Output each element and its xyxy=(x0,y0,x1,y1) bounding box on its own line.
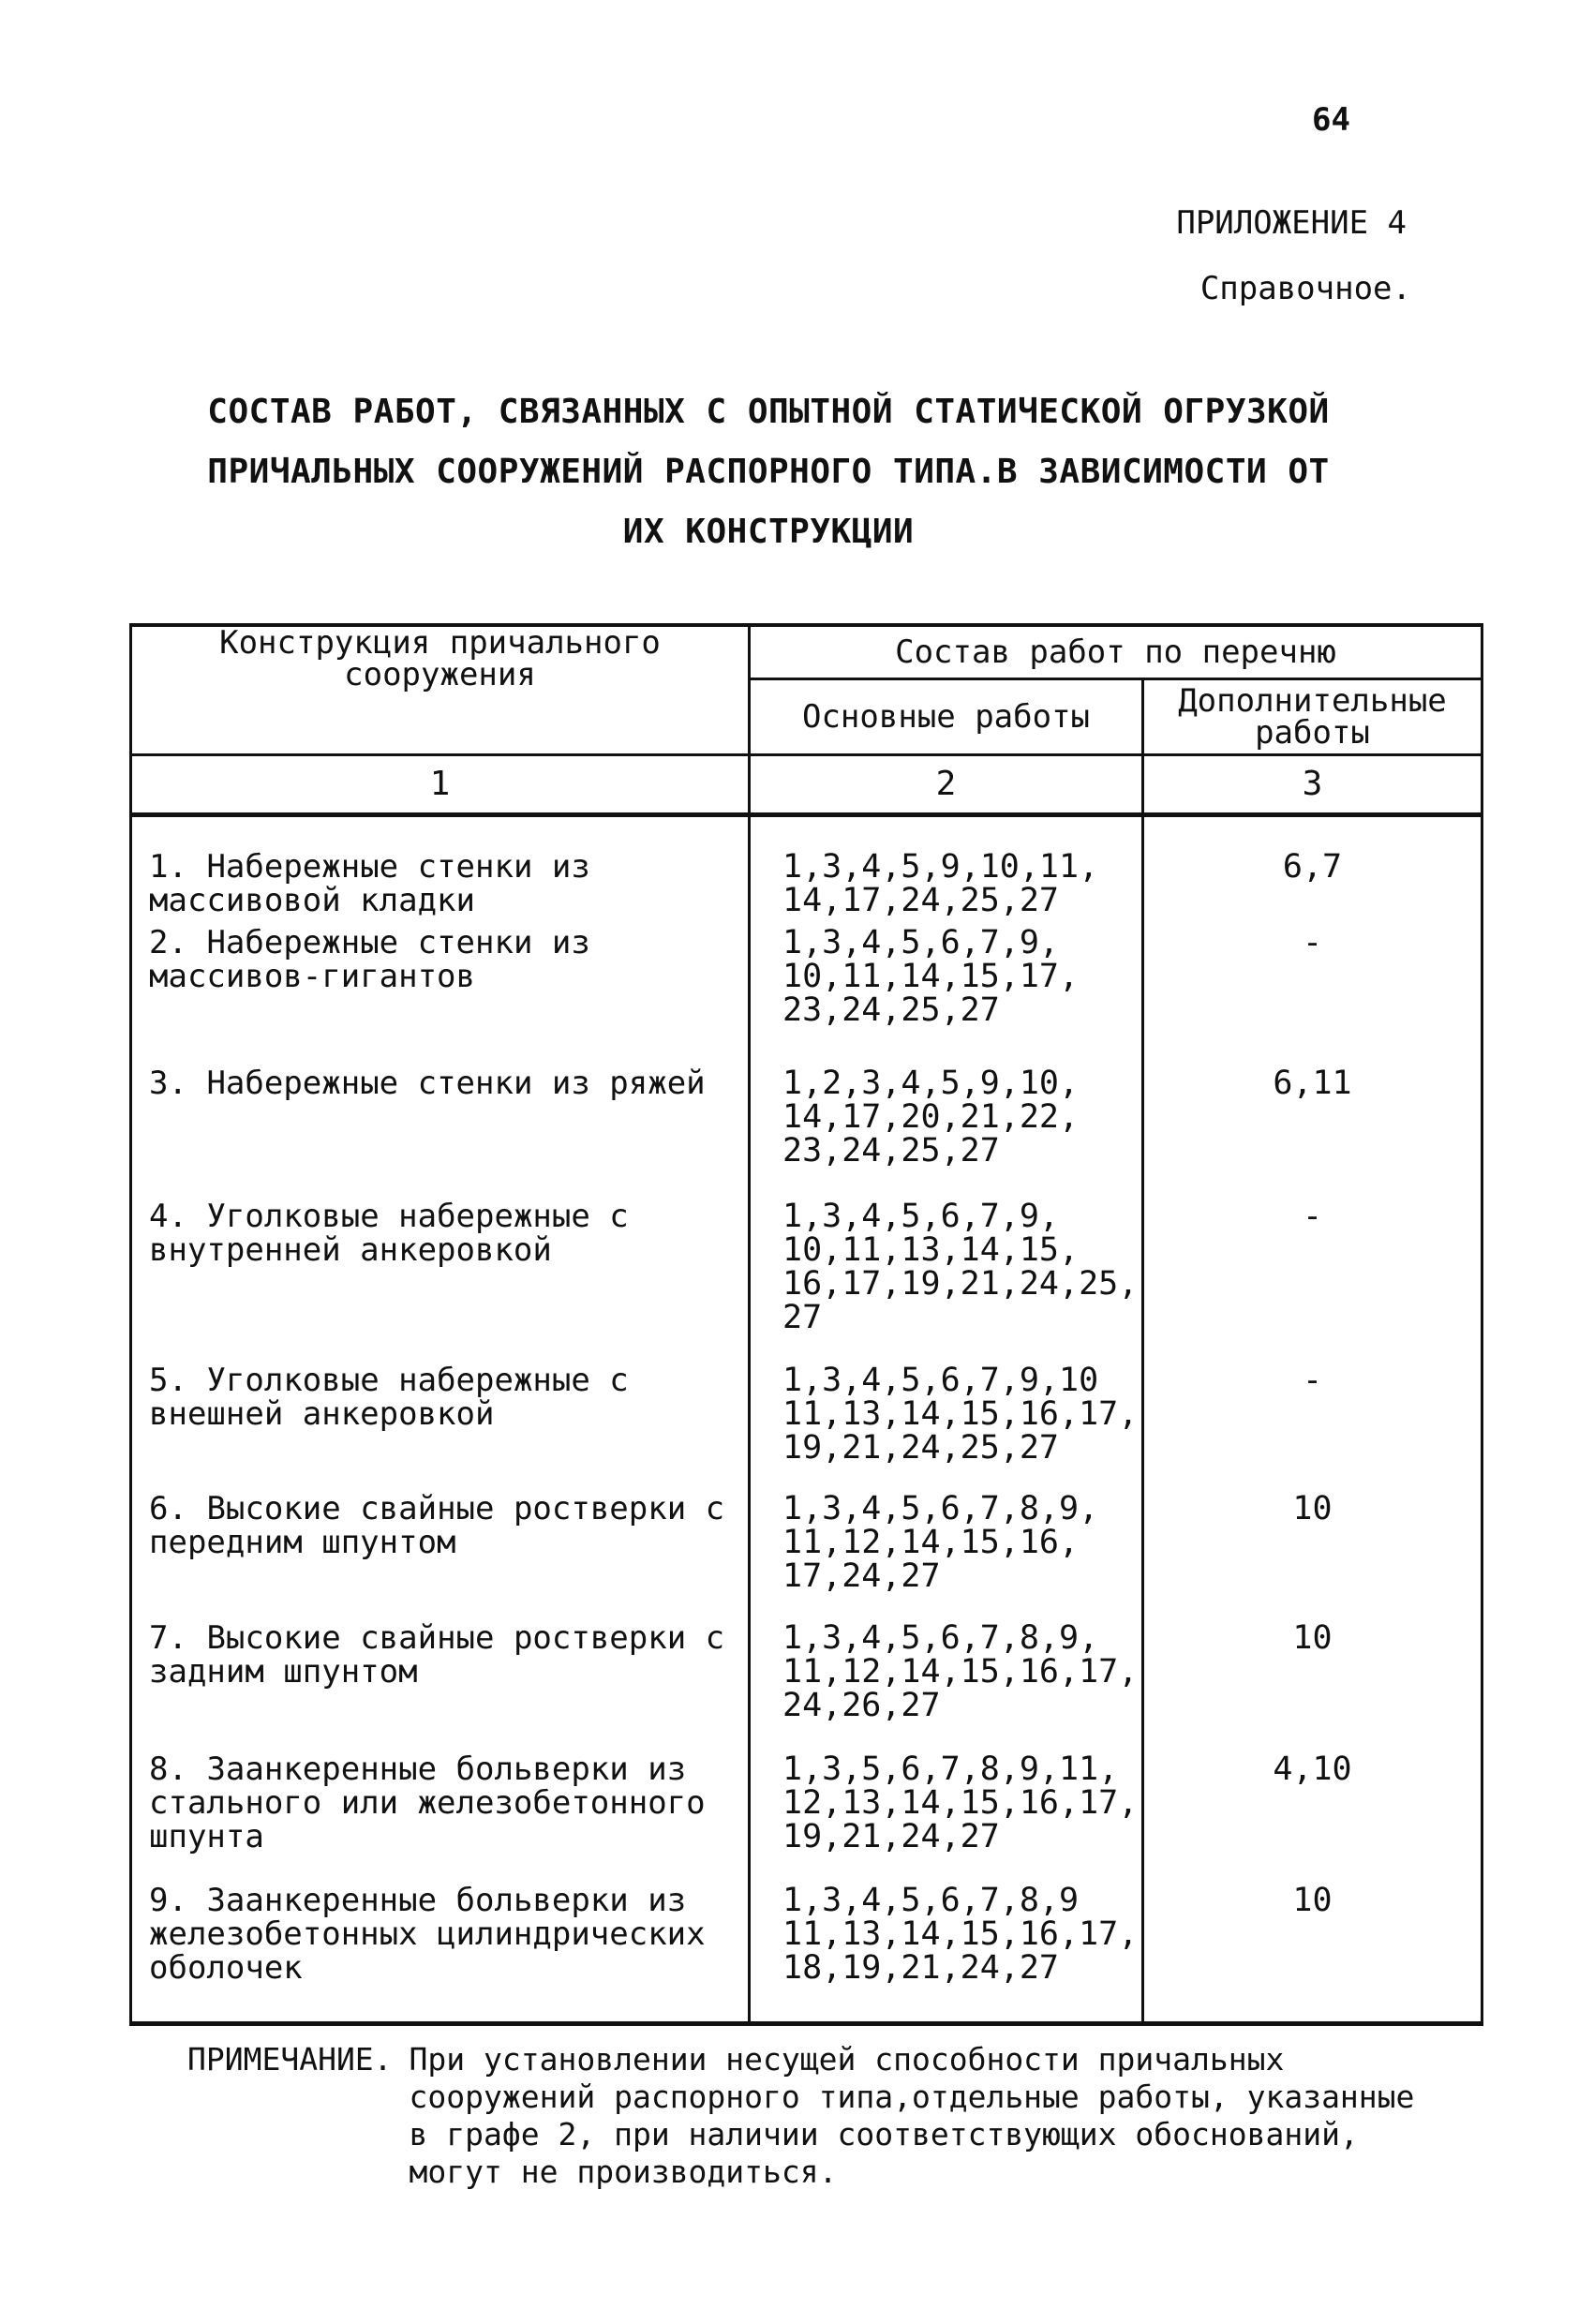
document-title xyxy=(159,382,1378,562)
title-line-2: ПРИЧАЛЬНЫХ СООРУЖЕНИЙ РАСПОРНОГО ТИПА.В ЗАВИСИМОСТИ ОТ xyxy=(207,453,1330,491)
main-works: 1,3,4,5,6,7,8,9, 11,12,14,15,16, 17,24,27 xyxy=(750,1492,1143,1621)
title-line-3: ИХ КОНСТРУКЦИИ xyxy=(622,513,915,551)
row-number: 3. xyxy=(149,1064,187,1102)
reference-label: Справочное. xyxy=(1199,270,1411,307)
table-row xyxy=(131,1363,1482,1492)
additional-works: 10 xyxy=(1143,1884,1482,2024)
row-number: 5. xyxy=(149,1361,187,1399)
row-name: Набережные стенки из ряжей xyxy=(206,1064,706,1102)
row-number: 4. xyxy=(149,1197,187,1235)
table-row xyxy=(131,926,1482,1066)
header-main-works: Основные работы xyxy=(750,679,1143,755)
row-name: Набережные стенки из массивовой кладки xyxy=(149,848,590,919)
header-composition: Состав работ по перечню xyxy=(750,625,1482,679)
page-number: 64 xyxy=(1312,101,1350,139)
row-name: Заанкеренные больверки из стального или железобетонного шпунта xyxy=(149,1750,706,1855)
row-name: Набережные стенки из массивов-гигантов xyxy=(149,923,590,995)
table-row xyxy=(131,1199,1482,1363)
table-row xyxy=(131,1492,1482,1621)
note-label: ПРИМЕЧАНИЕ. xyxy=(187,2041,393,2078)
main-works: 1,3,4,5,6,7,9,10 11,13,14,15,16,17, 19,21,24,25,27 xyxy=(750,1363,1143,1492)
row-number: 9. xyxy=(149,1881,187,1919)
header-col-3: 3 xyxy=(1143,755,1482,815)
construction-name xyxy=(131,1752,750,1884)
main-works: 1,3,4,5,6,7,9, 10,11,13,14,15, 16,17,19,21,24,25, 27 xyxy=(750,1199,1143,1363)
construction-name xyxy=(131,1066,750,1199)
main-works: 1,2,3,4,5,9,10, 14,17,20,21,22, 23,24,25,27 xyxy=(750,1066,1143,1199)
header-col-1: 1 xyxy=(131,755,750,815)
row-name: Высокие свайные ростверки с передним шпунтом xyxy=(149,1489,725,1561)
construction-name xyxy=(131,1618,750,1752)
row-name: Высокие свайные ростверки с задним шпунтом xyxy=(149,1618,725,1691)
main-works: 1,3,4,5,6,7,9, 10,11,14,15,17, 23,24,25,27 xyxy=(750,926,1143,1066)
header-col-2: 2 xyxy=(750,755,1143,815)
main-works: 1,3,5,6,7,8,9,11, 12,13,14,15,16,17, 19,21,24,27 xyxy=(750,1752,1143,1884)
row-number: 8. xyxy=(149,1750,187,1788)
row-number: 1. xyxy=(149,848,187,886)
main-works: 1,3,4,5,9,10,11, 14,17,24,25,27 xyxy=(750,815,1143,926)
appendix-label: ПРИЛОЖЕНИЕ 4 xyxy=(1176,204,1407,242)
construction-name xyxy=(131,815,750,926)
additional-works: - xyxy=(1143,1199,1482,1363)
works-table xyxy=(129,623,1483,2026)
main-works: 1,3,4,5,6,7,8,9, 11,12,14,15,16,17, 24,26,27 xyxy=(750,1621,1143,1752)
additional-works: - xyxy=(1143,926,1482,1066)
note-text: При установлении несущей способности причальных сооружений распорного типа,отдельные работы, указанные в графе 2, при наличии соответствующих обоснований, могут не производиться. xyxy=(409,2041,1415,2190)
header-construction: Конструкция причального сооружения xyxy=(131,625,750,755)
additional-works: 4,10 xyxy=(1143,1752,1482,1884)
construction-name xyxy=(131,923,750,1066)
construction-name xyxy=(131,1199,750,1363)
table-row xyxy=(131,1752,1482,1884)
main-works: 1,3,4,5,6,7,8,9 11,13,14,15,16,17, 18,19,21,24,27 xyxy=(750,1884,1143,2024)
table-row xyxy=(131,1621,1482,1752)
table-row xyxy=(131,1066,1482,1199)
table-row xyxy=(131,815,1482,926)
row-name: Заанкеренные больверки из железобетонных цилиндрических оболочек xyxy=(149,1881,706,1987)
additional-works: 10 xyxy=(1143,1492,1482,1621)
title-line-1: СОСТАВ РАБОТ, СВЯЗАННЫХ С ОПЫТНОЙ СТАТИЧЕСКОЙ ОГРУЗКОЙ xyxy=(207,393,1330,431)
row-name: Уголковые набережные с внешней анкеровкой xyxy=(149,1361,629,1433)
construction-name xyxy=(131,1363,750,1492)
construction-name xyxy=(131,1881,750,2024)
row-name: Уголковые набережные с внутренней анкеровкой xyxy=(149,1197,629,1269)
note xyxy=(187,2041,1424,2191)
additional-works: 6,11 xyxy=(1143,1066,1482,1199)
row-number: 2. xyxy=(149,923,187,961)
table-row xyxy=(131,1884,1482,2024)
row-number: 6. xyxy=(149,1489,187,1527)
header-additional-works: Дополнительные работы xyxy=(1143,679,1482,755)
row-number: 7. xyxy=(149,1618,187,1657)
additional-works: 6,7 xyxy=(1143,815,1482,926)
additional-works: 10 xyxy=(1143,1621,1482,1752)
construction-name xyxy=(131,1489,750,1621)
additional-works: - xyxy=(1143,1363,1482,1492)
